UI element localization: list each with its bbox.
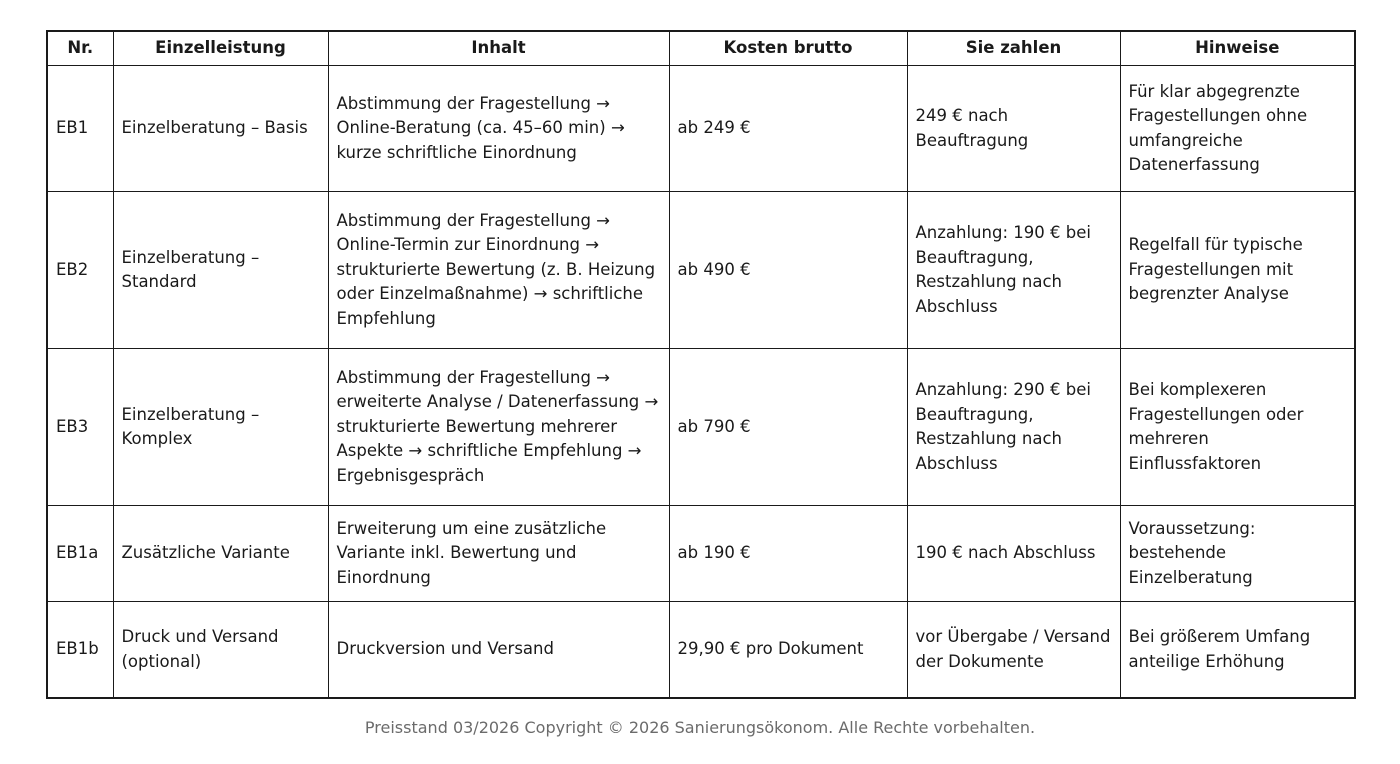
table-row	[47, 349, 1355, 506]
cell-hinweise: Bei komplexeren Fragestellungen oder mehreren Einflussfaktoren	[1120, 349, 1355, 506]
table-row	[47, 192, 1355, 349]
table-row	[47, 66, 1355, 192]
cell-inhalt: Abstimmung der Fragestellung → Online-Beratung (ca. 45–60 min) → kurze schriftliche Einordnung	[328, 66, 669, 192]
cell-sie-zahlen: Anzahlung: 290 € bei Beauftragung, Restzahlung nach Abschluss	[907, 349, 1120, 506]
header-einzelleistung: Einzelleistung	[113, 31, 328, 66]
footer-copyright: Preisstand 03/2026 Copyright © 2026 Sanierungsökonom. Alle Rechte vorbehalten.	[364, 718, 1036, 737]
cell-sie-zahlen: 190 € nach Abschluss	[907, 506, 1120, 602]
header-sie-zahlen: Sie zahlen	[907, 31, 1120, 66]
cell-sie-zahlen: 249 € nach Beauftragung	[907, 66, 1120, 192]
cell-einzelleistung: Druck und Versand (optional)	[113, 602, 328, 699]
cell-hinweise: Voraussetzung: bestehende Einzelberatung	[1120, 506, 1355, 602]
header-kosten-brutto: Kosten brutto	[669, 31, 907, 66]
cell-kosten: ab 190 €	[669, 506, 907, 602]
cell-sie-zahlen: Anzahlung: 190 € bei Beauftragung, Restzahlung nach Abschluss	[907, 192, 1120, 349]
header-hinweise: Hinweise	[1120, 31, 1355, 66]
cell-hinweise: Bei größerem Umfang anteilige Erhöhung	[1120, 602, 1355, 699]
cell-inhalt: Erweiterung um eine zusätzliche Variante inkl. Bewertung und Einordnung	[328, 506, 669, 602]
table-row	[47, 602, 1355, 699]
cell-nr: EB1a	[47, 506, 113, 602]
cell-nr: EB3	[47, 349, 113, 506]
cell-einzelleistung: Einzelberatung – Basis	[113, 66, 328, 192]
cell-nr: EB2	[47, 192, 113, 349]
cell-sie-zahlen: vor Übergabe / Versand der Dokumente	[907, 602, 1120, 699]
header-nr: Nr.	[47, 31, 113, 66]
cell-hinweise: Regelfall für typische Fragestellungen mit begrenzter Analyse	[1120, 192, 1355, 349]
cell-einzelleistung: Zusätzliche Variante	[113, 506, 328, 602]
cell-kosten: ab 249 €	[669, 66, 907, 192]
cell-kosten: ab 490 €	[669, 192, 907, 349]
cell-einzelleistung: Einzelberatung – Komplex	[113, 349, 328, 506]
cell-kosten: ab 790 €	[669, 349, 907, 506]
cell-inhalt: Abstimmung der Fragestellung → erweiterte Analyse / Datenerfassung → strukturierte Bewertung mehrerer Aspekte → schriftliche Empfehlung → Ergebnisgespräch	[328, 349, 669, 506]
header-inhalt: Inhalt	[328, 31, 669, 66]
cell-inhalt: Druckversion und Versand	[328, 602, 669, 699]
cell-nr: EB1b	[47, 602, 113, 699]
cell-inhalt: Abstimmung der Fragestellung → Online-Termin zur Einordnung → strukturierte Bewertung (z. B. Heizung oder Einzelmaßnahme) → schriftliche Empfehlung	[328, 192, 669, 349]
table-header-row	[47, 31, 1355, 66]
price-table	[46, 30, 1356, 699]
cell-hinweise: Für klar abgegrenzte Fragestellungen ohne umfangreiche Datenerfassung	[1120, 66, 1355, 192]
cell-nr: EB1	[47, 66, 113, 192]
table-row	[47, 506, 1355, 602]
cell-einzelleistung: Einzelberatung – Standard	[113, 192, 328, 349]
cell-kosten: 29,90 € pro Dokument	[669, 602, 907, 699]
